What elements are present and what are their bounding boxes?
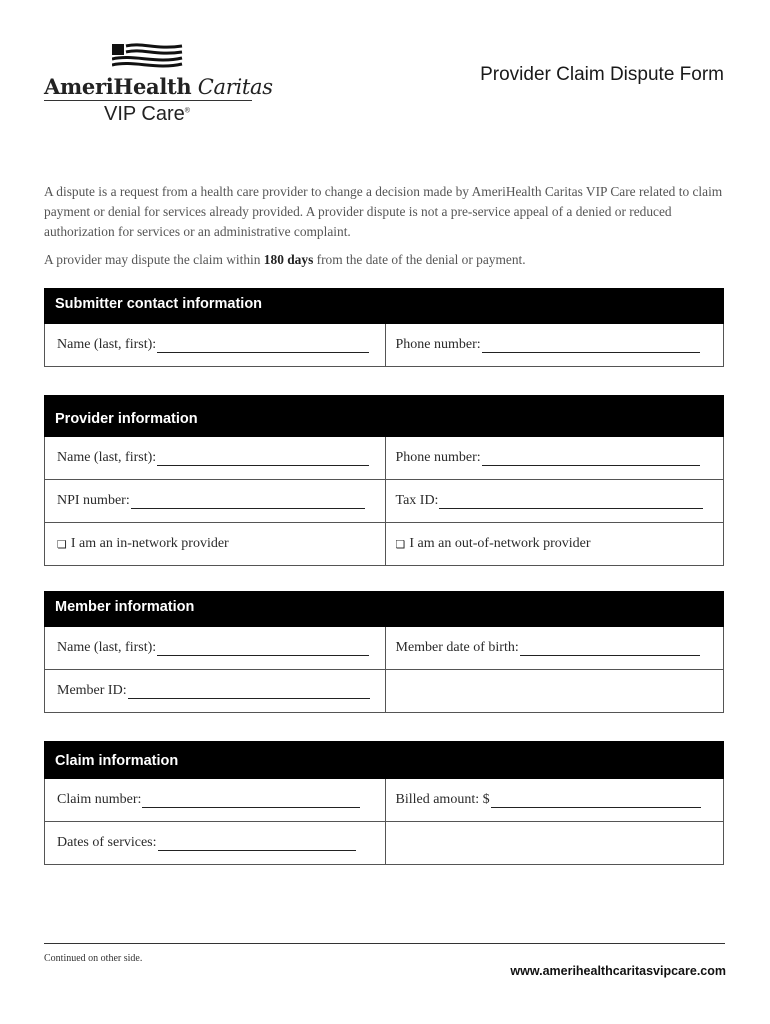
in-network-checkbox[interactable]: ❏ I am an in-network provider [44,523,385,565]
submitter-section [44,288,724,367]
section-header: Member information [44,591,724,627]
member-name-field[interactable]: Name (last, first): [44,627,385,669]
section-header: Submitter contact information [44,288,724,324]
empty-cell [385,822,725,864]
footer-divider [44,943,725,944]
logo-subtitle: VIP Care® [104,103,190,125]
submitter-name-field[interactable]: Name (last, first): [44,324,385,366]
form-row [44,627,724,670]
intro-text [44,182,728,270]
form-row [44,437,724,480]
continued-note: Continued on other side. [44,953,143,964]
empty-cell [385,670,725,712]
intro-paragraph-2: A provider may dispute the claim within 180 days from the date of the denial or payment. [44,252,526,267]
claim-number-field[interactable]: Claim number: [44,779,385,821]
section-header: Claim information [44,741,724,779]
provider-name-field[interactable]: Name (last, first): [44,437,385,479]
checkbox-icon[interactable]: ❏ [395,537,406,551]
tax-id-field[interactable]: Tax ID: [385,480,725,522]
logo-brand-name: AmeriHealth Caritas [44,74,273,99]
out-network-checkbox[interactable]: ❏ I am an out-of-network provider [385,523,725,565]
section-header: Provider information [44,395,724,437]
form-row [44,822,724,865]
member-section [44,591,724,713]
form-row [44,523,724,566]
page-title: Provider Claim Dispute Form [480,64,724,85]
form-row [44,779,724,822]
claim-section [44,741,724,865]
provider-section [44,395,724,566]
flag-icon [112,42,184,72]
submitter-phone-field[interactable]: Phone number: [385,324,725,366]
checkbox-icon[interactable]: ❏ [57,537,67,551]
member-dob-field[interactable]: Member date of birth: [385,627,725,669]
billed-amount-field[interactable]: Billed amount: $ [385,779,725,821]
form-row [44,324,724,367]
dates-of-services-field[interactable]: Dates of services: [44,822,385,864]
website-link[interactable]: www.amerihealthcaritasvipcare.com [510,964,726,978]
npi-number-field[interactable]: NPI number: [44,480,385,522]
provider-phone-field[interactable]: Phone number: [385,437,725,479]
logo-divider [44,100,252,101]
intro-paragraph-1: A dispute is a request from a health care provider to change a decision made by AmeriHealth Caritas VIP Care related to claim payment or denial for services already provided. A provider dispute is not a pre-service appeal of a denied or reduced authorization for services or an administrative complaint. [44,184,723,239]
company-logo [44,42,274,132]
member-id-field[interactable]: Member ID: [44,670,385,712]
form-row [44,670,724,713]
form-row [44,480,724,523]
